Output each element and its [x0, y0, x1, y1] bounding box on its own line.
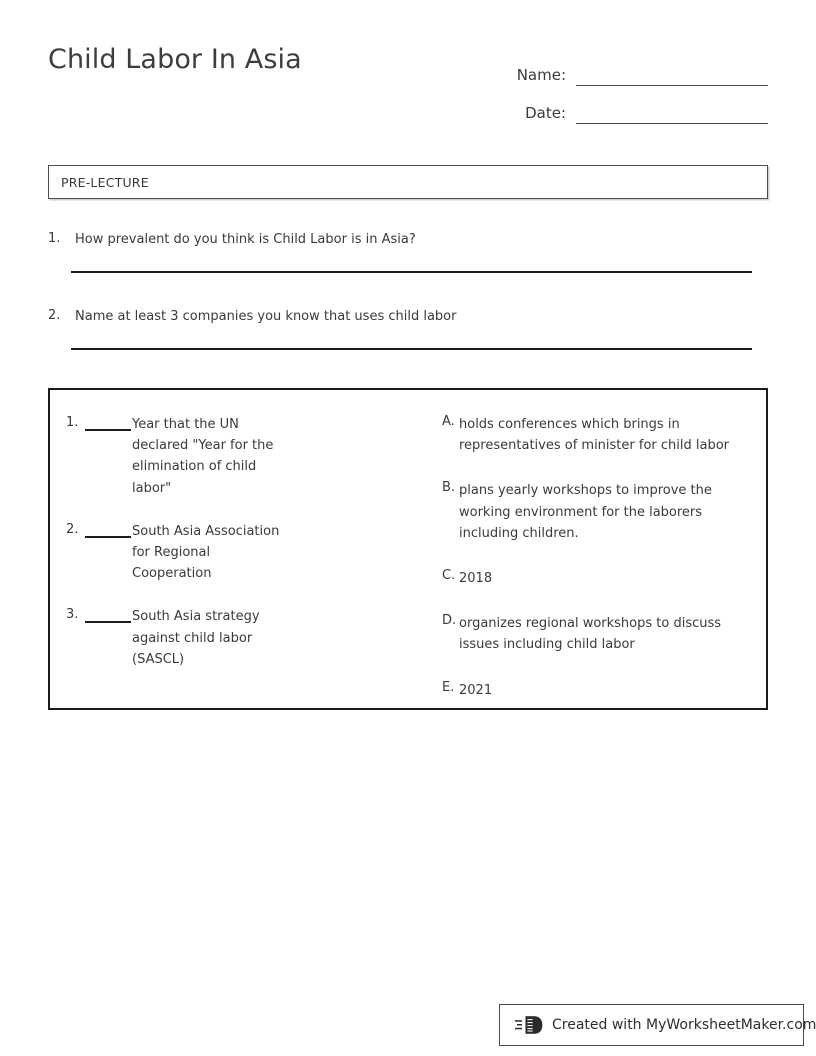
matching-exercise-columns [50, 390, 766, 708]
matching-choice-d[interactable] [442, 613, 752, 655]
footer-attribution-badge[interactable] [499, 1004, 816, 1046]
question-2-number: 2. [48, 308, 61, 323]
matching-exercise-box [48, 388, 768, 710]
matching-choice-e-letter: E. [442, 679, 455, 695]
section-header-label: PRE-LECTURE [61, 174, 149, 190]
date-label: Date: [525, 104, 566, 122]
matching-choice-c[interactable] [442, 568, 752, 589]
section-header-pre-lecture [48, 165, 768, 199]
question-2-row [48, 308, 768, 326]
matching-prompt-2-answer-blank[interactable] [85, 521, 131, 538]
question-item-2 [48, 308, 768, 350]
matching-choice-b-letter: B. [442, 480, 456, 496]
matching-prompt-3-text: South Asia strategy against child labor (SASCL) [132, 609, 260, 667]
question-1-row [48, 231, 768, 249]
matching-choice-e-text: 2021 [459, 682, 493, 698]
name-input-line[interactable] [576, 65, 768, 86]
matching-choice-d-letter: D. [442, 613, 457, 629]
matching-choice-c-text: 2018 [459, 570, 493, 586]
matching-choice-a-text: holds conferences which brings in representatives of minister for child labor [459, 417, 730, 454]
question-2-answer-line[interactable] [71, 348, 752, 350]
student-info-fields [506, 48, 768, 124]
question-2-text: Name at least 3 companies you know that uses child labor [75, 309, 457, 324]
footer-attribution-text: Created with MyWorksheetMaker.com [552, 1017, 816, 1033]
worksheet-header [48, 44, 768, 124]
question-1-answer-line[interactable] [71, 271, 752, 273]
matching-prompt-3 [66, 606, 442, 670]
matching-prompt-3-number: 3. [66, 607, 79, 623]
matching-prompt-1-text: Year that the UN declared "Year for the elimination of child labor" [132, 417, 274, 496]
matching-choice-a[interactable] [442, 414, 752, 456]
matching-choice-e[interactable] [442, 680, 752, 701]
matching-prompt-2-number: 2. [66, 521, 79, 537]
matching-prompts-column [50, 390, 442, 708]
matching-prompt-2-text: South Asia Association for Regional Cooperation [132, 523, 280, 582]
matching-prompt-1-answer-blank[interactable] [85, 414, 131, 431]
matching-choices-column [442, 390, 766, 708]
matching-prompt-3-answer-blank[interactable] [85, 606, 131, 623]
matching-choice-b-text: plans yearly workshops to improve the working environment for the laborers including children. [459, 483, 712, 541]
date-input-line[interactable] [576, 103, 768, 124]
matching-prompt-2 [66, 521, 442, 585]
matching-choice-a-letter: A. [442, 414, 455, 429]
name-field-row [506, 48, 768, 86]
question-1-text: How prevalent do you think is Child Labor is in Asia? [75, 232, 416, 247]
matching-prompt-1-number: 1. [66, 415, 79, 430]
name-label: Name: [516, 66, 566, 84]
question-item-1 [48, 231, 768, 273]
matching-prompt-1 [66, 414, 442, 499]
worksheet-maker-logo-icon [513, 1012, 547, 1038]
page-title: Child Labor In Asia [48, 44, 302, 75]
matching-choice-d-text: organizes regional workshops to discuss issues including child labor [459, 616, 722, 653]
date-field-row [506, 86, 768, 124]
question-1-number: 1. [48, 231, 61, 246]
matching-choice-b[interactable] [442, 480, 752, 544]
matching-choice-c-letter: C. [442, 567, 456, 583]
